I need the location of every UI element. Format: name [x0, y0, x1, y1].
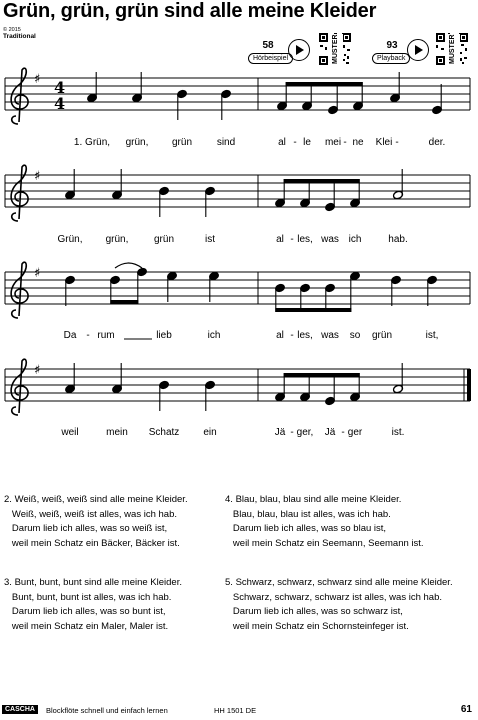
- book-title: Blockflöte schnell und einfach lernen: [46, 706, 168, 715]
- lyric-syllable: ist,: [425, 330, 439, 341]
- verse-line: weil mein Schatz ein Bäcker, Bäcker ist.: [11, 537, 180, 549]
- verse-line: weil mein Schatz ein Schornsteinfeger ist.: [232, 620, 409, 632]
- verse-line: Schwarz, schwarz, schwarz ist alles, was ich hab.: [232, 591, 442, 603]
- lyric-syllable: ger,: [296, 427, 314, 438]
- key-signature-sharp: ♯: [34, 266, 41, 281]
- lyric-syllable: Grün,: [57, 234, 83, 245]
- note-beam: [286, 82, 363, 86]
- lyric-syllable: mein: [106, 427, 128, 438]
- lyric-syllable: ich: [207, 330, 221, 341]
- lyric-syllable: grün: [153, 234, 175, 245]
- lyric-syllable: al: [278, 137, 286, 148]
- lyric-syllable: der.: [428, 137, 446, 148]
- lyric-syllable: Jä: [324, 427, 336, 438]
- verse-line: weil mein Schatz ein Maler, Maler ist.: [11, 620, 169, 632]
- lyric-hyphen: -: [86, 330, 90, 341]
- lyric-syllable: Schatz: [148, 427, 180, 438]
- treble-clef-icon: [11, 165, 28, 221]
- lyric-syllable: grün,: [105, 234, 129, 245]
- lyric-hyphen: -: [290, 427, 294, 438]
- lyric-syllable: al: [276, 234, 284, 245]
- lyric-syllable: ger: [347, 427, 363, 438]
- verse-line: Weiß, weiß, weiß ist alles, was ich hab.: [11, 508, 177, 520]
- lyric-syllable: ist.: [391, 427, 405, 438]
- lyric-syllable: grün,: [125, 137, 149, 148]
- time-signature-denominator: 4: [54, 94, 66, 113]
- lyric-syllable: Jä: [274, 427, 286, 438]
- note-beam: [110, 300, 138, 304]
- page-number: 61: [460, 704, 472, 715]
- lyric-syllable: ich: [348, 234, 362, 245]
- lyric-syllable: was: [321, 330, 339, 341]
- verse-line: weil mein Schatz ein Seemann, Seemann ist.: [232, 537, 424, 549]
- lyric-syllable: ein: [203, 427, 217, 438]
- lyric-syllable: was: [321, 234, 339, 245]
- verse-line: Bunt, bunt, bunt sind alle meine Kleider.: [14, 577, 182, 588]
- verse-5: [225, 576, 453, 634]
- lyric-syllable: so: [349, 330, 361, 341]
- note-beam: [275, 308, 351, 312]
- lyric-syllable: Da: [63, 330, 77, 341]
- verse-line: Weiß, weiß, weiß sind alle meine Kleider.: [14, 494, 188, 505]
- final-bar-thick: [467, 369, 471, 401]
- lyric-syllable: ne: [352, 137, 364, 148]
- key-signature-sharp: ♯: [34, 72, 41, 87]
- lyric-syllable: rum: [97, 330, 115, 341]
- key-signature-sharp: ♯: [34, 363, 41, 378]
- lyric-hyphen: -: [395, 137, 399, 148]
- treble-clef-icon: [11, 359, 28, 415]
- verse-3: [4, 576, 182, 634]
- note-beam: [284, 373, 360, 377]
- playback-qr-label: MUSTER: [446, 34, 460, 64]
- lyric-syllable: weil: [61, 427, 79, 438]
- lyric-hyphen: -: [343, 137, 347, 148]
- publisher-logo: CASCHA: [2, 705, 38, 714]
- song-origin: Traditional: [3, 33, 36, 40]
- treble-clef-icon: [11, 262, 28, 318]
- lyric-hyphen: -: [341, 427, 345, 438]
- verse-line: Darum lieb ich alles, was so blau ist,: [232, 523, 387, 534]
- lyric-syllable: le: [303, 137, 311, 148]
- song-title: Grün, grün, grün sind alle meine Kleider: [3, 0, 377, 22]
- verse-number: 5.: [225, 577, 233, 588]
- copyright: © 2015: [3, 27, 21, 33]
- lyric-syllable: les,: [297, 330, 313, 341]
- lyric-syllable: ist: [205, 234, 215, 245]
- lyric-hyphen: -: [290, 330, 294, 341]
- verse-number: 3.: [4, 577, 12, 588]
- verse-line: Darum lieb ich alles, was so weiß ist,: [11, 523, 168, 534]
- verse-line: Schwarz, schwarz, schwarz sind alle meine Kleider.: [235, 577, 453, 588]
- lyric-syllable: Klei: [375, 137, 393, 148]
- demo-qr-label: MUSTER: [329, 34, 343, 64]
- verse-line: Bunt, bunt, bunt ist alles, was ich hab.: [11, 591, 172, 603]
- playback-track-label: Playback: [372, 53, 410, 64]
- lyric-hyphen: -: [293, 137, 297, 148]
- lyric-syllable: al: [276, 330, 284, 341]
- lyric-syllable: grün: [171, 137, 193, 148]
- treble-clef-icon: [11, 68, 28, 124]
- page-footer: [0, 703, 478, 720]
- note-beam: [284, 179, 360, 183]
- slur: [115, 263, 142, 268]
- lyric-syllable: lieb: [156, 330, 172, 341]
- verse-line: Darum lieb ich alles, was so bunt ist,: [11, 606, 166, 617]
- lyric-syllable: hab.: [388, 234, 408, 245]
- demo-track-label: Hörbeispiel: [248, 53, 293, 64]
- verse-2: [4, 493, 188, 551]
- lyric-syllable: 1. Grün,: [73, 137, 111, 148]
- lyric-hyphen: -: [290, 234, 294, 245]
- time-signature-numerator: 4: [54, 78, 66, 97]
- verse-number: 2.: [4, 494, 12, 505]
- lyric-syllable: grün: [371, 330, 393, 341]
- demo-track-number: 58: [262, 40, 274, 51]
- key-signature-sharp: ♯: [34, 169, 41, 184]
- playback-track-number: 93: [386, 40, 398, 51]
- lyric-syllable: les,: [297, 234, 313, 245]
- verse-line: Blau, blau, blau sind alle meine Kleider.: [235, 494, 402, 505]
- verse-line: Darum lieb ich alles, was so schwarz ist,: [232, 606, 403, 617]
- verse-4: [225, 493, 424, 551]
- verse-number: 4.: [225, 494, 233, 505]
- lyric-syllable: sind: [216, 137, 236, 148]
- lyric-syllable: mei: [324, 137, 342, 148]
- product-code: HH 1501 DE: [214, 706, 257, 715]
- verse-line: Blau, blau, blau ist alles, was ich hab.: [232, 508, 391, 520]
